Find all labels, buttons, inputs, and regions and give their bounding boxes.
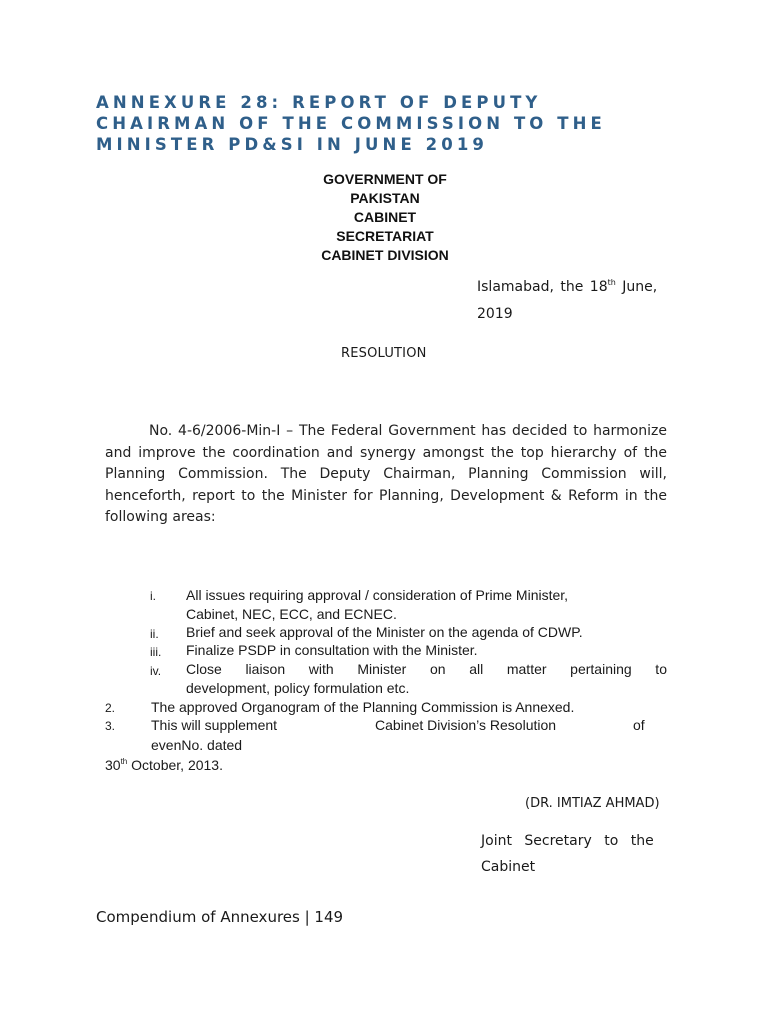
body-paragraph-text: No. 4-6/2006-Min-I – The Federal Government has decided to harmonize and improve the coordination and synergy amongst the top hierarchy of the Planning Commission. The Deputy Chairman, Planning Commission will, henceforth, report to the Minister for Planning, Development & Reform in the following areas: [105, 423, 667, 525]
date-year: 2019 [477, 306, 513, 322]
annexure-title-line1: ANNEXURE 28: REPORT OF DEPUTY [96, 93, 542, 112]
list-item [186, 660, 667, 698]
page-footer: Compendium of Annexures | 149 [96, 908, 344, 926]
annexure-title [96, 92, 696, 155]
list-item-line2: Cabinet, NEC, ECC, and ECNEC. [186, 606, 397, 622]
gov-header-line5: CABINET DIVISION [321, 247, 449, 263]
paragraph-3-day: 30 [105, 757, 121, 773]
list-item [186, 623, 667, 642]
signatory-title-line2: Cabinet [481, 859, 536, 875]
date-superscript: th [607, 278, 616, 287]
government-header [280, 170, 490, 265]
gov-header-line1: GOVERNMENT OF [323, 171, 447, 187]
paragraph-3-part2: Cabinet Division’s Resolution [375, 717, 557, 733]
date-line [477, 279, 677, 295]
list-item-line1: Brief and seek approval of the Minister on the agenda of CDWP. [186, 624, 583, 640]
resolution-heading: RESOLUTION [341, 346, 427, 361]
annexure-title-line3: MINISTER PD&SI IN JUNE 2019 [96, 135, 488, 154]
annexure-title-line2: CHAIRMAN OF THE COMMISSION TO THE [96, 114, 606, 133]
paragraph-2-number: 2. [105, 701, 116, 715]
list-item-line1: Finalize PSDP in consultation with the Minister. [186, 642, 478, 658]
date-suffix: June, [615, 279, 658, 295]
signatory-name: (DR. IMTIAZ AHMAD) [525, 796, 660, 811]
gov-header-line4: SECRETARIAT [336, 228, 434, 244]
list-item-line2: development, policy formulation etc. [186, 680, 410, 696]
list-item-number: i. [150, 589, 156, 603]
signatory-title-line1: Joint Secretary to the [481, 833, 654, 849]
list-item [186, 586, 667, 624]
paragraph-2-text: The approved Organogram of the Planning Commission is Annexed. [151, 699, 575, 715]
list-item-number: iv. [150, 664, 162, 678]
list-item-number: ii. [150, 627, 159, 641]
gov-header-line2: PAKISTAN [350, 190, 420, 206]
paragraph-3-line3 [105, 757, 223, 773]
paragraph-3-rest: October, 2013. [127, 757, 223, 773]
paragraph-3-superscript: th [120, 757, 128, 766]
paragraph-3-part3: of [633, 717, 645, 733]
date-prefix: Islamabad, the 18 [477, 279, 608, 295]
body-paragraph [105, 421, 667, 529]
paragraph-3-line2: evenNo. dated [151, 737, 243, 753]
list-item-number: iii. [150, 645, 162, 659]
list-item-line1: All issues requiring approval / consideration of Prime Minister, [186, 587, 569, 603]
list-item [186, 641, 667, 660]
paragraph-3-number: 3. [105, 719, 116, 733]
list-item-line1: Close liaison with Minister on all matter pertaining to [186, 661, 667, 677]
paragraph-3-part1: This will supplement [151, 717, 278, 733]
gov-header-line3: CABINET [353, 209, 417, 225]
